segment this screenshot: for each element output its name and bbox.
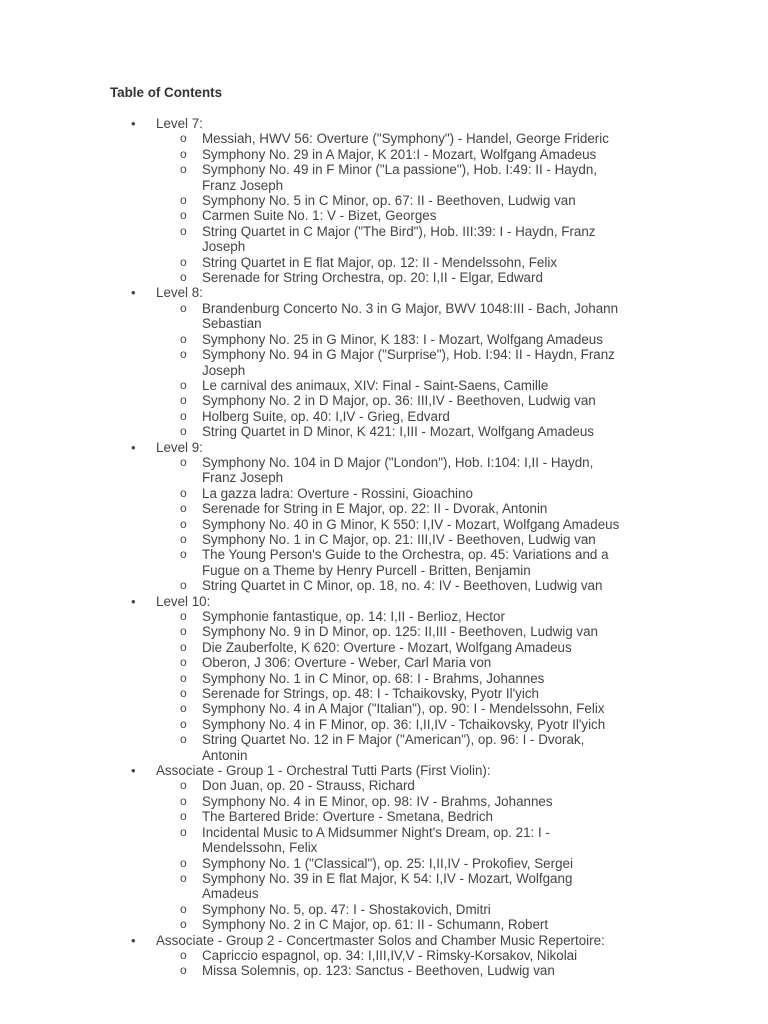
entry-text: The Bartered Bride: Overture - Smetana, Bedrich	[202, 809, 494, 825]
toc-entry	[156, 778, 622, 793]
entry-text: Symphonie fantastique, op. 14: I,II - Berlioz, Hector	[202, 609, 505, 624]
circle-marker: o	[180, 947, 187, 962]
circle-marker: o	[180, 901, 187, 916]
circle-marker: o	[180, 624, 187, 639]
toc-entry	[156, 871, 622, 902]
toc-entry	[156, 624, 622, 639]
section-items	[156, 455, 768, 594]
entry-text: Capriccio espagnol, op. 34: I,III,IV,V - Rimsky-Korsakov, Nikolai	[202, 947, 578, 963]
toc-entry	[156, 701, 622, 716]
toc-entry	[156, 856, 622, 871]
circle-marker: o	[180, 670, 187, 685]
section-heading: Level 8:	[156, 285, 203, 301]
section-heading: Level 10:	[156, 593, 211, 609]
circle-marker: o	[180, 686, 187, 701]
circle-marker: o	[180, 855, 187, 870]
entry-text: The Young Person's Guide to the Orchestra, op. 45: Variations and a Fugue on a Theme by Henry Purcell - Britten, Benjamin	[202, 547, 609, 578]
toc-entry	[156, 224, 622, 255]
entry-text: Holberg Suite, op. 40: I,IV - Grieg, Edvard	[202, 408, 450, 424]
bullet-marker: •	[131, 593, 136, 609]
circle-marker: o	[180, 146, 187, 161]
bullet-marker: •	[131, 116, 136, 131]
circle-marker: o	[180, 162, 187, 177]
entry-text: La gazza ladra: Overture - Rossini, Gioachino	[202, 485, 473, 501]
entry-text: Symphony No. 1 in C Major, op. 21: III,IV - Beethoven, Ludwig van	[202, 531, 596, 547]
circle-marker: o	[180, 809, 187, 824]
entry-text: Serenade for Strings, op. 48: I - Tchaikovsky, Pyotr Il'yich	[202, 686, 539, 702]
entry-text: Oberon, J 306: Overture - Weber, Carl Maria von	[202, 655, 492, 671]
entry-text: Symphony No. 5 in C Minor, op. 67: II - Beethoven, Ludwig van	[202, 193, 576, 209]
section-items	[156, 778, 768, 932]
circle-marker: o	[180, 377, 187, 392]
bullet-marker: •	[131, 932, 136, 948]
section-items	[156, 301, 768, 440]
toc-list	[0, 116, 768, 979]
toc-entry	[156, 609, 622, 624]
entry-text: Brandenburg Concerto No. 3 in G Major, BWV 1048:III - Bach, Johann Sebastian	[202, 300, 619, 332]
circle-marker: o	[180, 778, 187, 793]
toc-entry	[156, 131, 622, 146]
toc-entry	[156, 347, 622, 378]
circle-marker: o	[180, 716, 187, 731]
entry-text: Don Juan, op. 20 - Strauss, Richard	[202, 778, 415, 794]
bullet-marker: •	[131, 285, 136, 301]
circle-marker: o	[180, 917, 187, 932]
entry-text: Symphony No. 9 in D Minor, op. 125: II,III - Beethoven, Ludwig van	[202, 624, 598, 640]
entry-text: String Quartet in D Minor, K 421: I,III - Mozart, Wolfgang Amadeus	[202, 424, 594, 440]
entry-text: Symphony No. 2 in D Major, op. 36: III,IV - Beethoven, Ludwig van	[202, 393, 596, 409]
toc-entry	[156, 270, 622, 285]
entry-text: Symphony No. 4 in F Minor, op. 36: I,II,IV - Tchaikovsky, Pyotr Il'yich	[202, 716, 606, 732]
toc-entry	[156, 686, 622, 701]
entry-text: Symphony No. 2 in C Major, op. 61: II - Schumann, Robert	[202, 917, 549, 933]
entry-text: Symphony No. 39 in E flat Major, K 54: I,IV - Mozart, Wolfgang Amadeus	[202, 870, 573, 902]
entry-text: Symphony No. 4 in E Minor, op. 98: IV - Brahms, Johannes	[202, 793, 553, 809]
entry-text: Symphony No. 5, op. 47: I - Shostakovich, Dmitri	[202, 901, 491, 917]
toc-entry	[156, 378, 622, 393]
toc-section	[0, 285, 768, 439]
entry-text: Symphony No. 94 in G Major ("Surprise"), Hob. I:94: II - Haydn, Franz Joseph	[202, 347, 615, 378]
toc-section	[0, 933, 768, 979]
entry-text: Symphony No. 29 in A Major, K 201:I - Mozart, Wolfgang Amadeus	[202, 146, 597, 162]
toc-entry	[156, 301, 622, 332]
toc-entry	[156, 517, 622, 532]
circle-marker: o	[180, 793, 187, 808]
toc-entry	[156, 547, 622, 578]
entry-text: String Quartet in E flat Major, op. 12: II - Mendelssohn, Felix	[202, 254, 558, 270]
toc-entry	[156, 393, 622, 408]
entry-text: String Quartet in C Minor, op. 18, no. 4: IV - Beethoven, Ludwig van	[202, 578, 603, 594]
section-heading: Level 7:	[156, 116, 203, 131]
circle-marker: o	[180, 516, 187, 531]
circle-marker: o	[180, 501, 187, 516]
circle-marker: o	[180, 963, 187, 978]
toc-entry	[156, 640, 622, 655]
toc-section	[0, 763, 768, 932]
entry-text: Symphony No. 4 in A Major ("Italian"), op. 90: I - Mendelssohn, Felix	[202, 701, 605, 717]
toc-entry	[156, 424, 622, 439]
toc-entry	[156, 809, 622, 824]
circle-marker: o	[180, 254, 187, 269]
toc-entry	[156, 717, 622, 732]
circle-marker: o	[180, 347, 187, 362]
toc-entry	[156, 902, 622, 917]
entry-text: Symphony No. 25 in G Minor, K 183: I - Mozart, Wolfgang Amadeus	[202, 331, 603, 347]
entry-text: Symphony No. 1 in C Minor, op. 68: I - Brahms, Johannes	[202, 670, 545, 686]
toc-entry	[156, 655, 622, 670]
circle-marker: o	[180, 193, 187, 208]
circle-marker: o	[180, 531, 187, 546]
toc-entry	[156, 162, 622, 193]
circle-marker: o	[180, 393, 187, 408]
toc-entry	[156, 409, 622, 424]
circle-marker: o	[180, 701, 187, 716]
entry-text: Carmen Suite No. 1: V - Bizet, Georges	[202, 208, 437, 224]
entry-text: Serenade for String in E Major, op. 22: II - Dvorak, Antonin	[202, 501, 548, 517]
toc-entry	[156, 486, 622, 501]
section-items	[156, 609, 768, 763]
toc-entry	[156, 208, 622, 223]
entry-text: Le carnival des animaux, XIV: Final - Saint-Saens, Camille	[202, 377, 549, 393]
toc-entry	[156, 255, 622, 270]
circle-marker: o	[180, 655, 187, 670]
circle-marker: o	[180, 208, 187, 223]
entry-text: Serenade for String Orchestra, op. 20: I,II - Elgar, Edward	[202, 270, 543, 286]
toc-entry	[156, 532, 622, 547]
toc-section	[0, 440, 768, 594]
circle-marker: o	[180, 270, 187, 285]
section-items	[156, 131, 768, 285]
circle-marker: o	[180, 331, 187, 346]
toc-section	[0, 594, 768, 763]
toc-entry	[156, 193, 622, 208]
circle-marker: o	[180, 454, 187, 469]
circle-marker: o	[180, 547, 187, 562]
circle-marker: o	[180, 824, 187, 839]
entry-text: Symphony No. 1 ("Classical"), op. 25: I,II,IV - Prokofiev, Sergei	[202, 855, 573, 871]
toc-entry	[156, 671, 622, 686]
circle-marker: o	[180, 485, 187, 500]
toc-entry	[156, 948, 622, 963]
entry-text: Symphony No. 40 in G Minor, K 550: I,IV - Mozart, Wolfgang Amadeus	[202, 516, 620, 532]
circle-marker: o	[180, 408, 187, 423]
toc-entry	[156, 147, 622, 162]
section-heading: Associate - Group 2 - Concertmaster Solos and Chamber Music Repertoire:	[156, 932, 605, 948]
section-items	[156, 948, 768, 979]
circle-marker: o	[180, 424, 187, 439]
toc-entry	[156, 578, 622, 593]
entry-text: Symphony No. 49 in F Minor ("La passione"), Hob. I:49: II - Haydn, Franz Joseph	[202, 162, 598, 193]
circle-marker: o	[180, 578, 187, 593]
toc-entry	[156, 825, 622, 856]
toc-entry	[156, 332, 622, 347]
entry-text: String Quartet No. 12 in F Major ("American"), op. 96: I - Dvorak, Antonin	[202, 732, 585, 763]
circle-marker: o	[180, 609, 187, 623]
circle-marker: o	[180, 300, 187, 315]
circle-marker: o	[180, 131, 187, 146]
entry-text: Die Zauberfolte, K 620: Overture - Mozart, Wolfgang Amadeus	[202, 639, 572, 655]
toc-section	[0, 116, 768, 285]
entry-text: Symphony No. 104 in D Major ("London"), Hob. I:104: I,II - Haydn, Franz Joseph	[202, 454, 594, 486]
toc-entry	[156, 732, 622, 763]
entry-text: Messiah, HWV 56: Overture ("Symphony") - Handel, George Frideric	[202, 131, 609, 147]
bullet-marker: •	[131, 763, 136, 779]
section-heading: Level 9:	[156, 439, 203, 455]
entry-text: Missa Solemnis, op. 123: Sanctus - Beethoven, Ludwig van	[202, 963, 555, 979]
toc-entry	[156, 794, 622, 809]
circle-marker: o	[180, 870, 187, 885]
entry-text: String Quartet in C Major ("The Bird"), Hob. III:39: I - Haydn, Franz Joseph	[202, 223, 596, 255]
bullet-marker: •	[131, 439, 136, 455]
circle-marker: o	[180, 223, 187, 238]
circle-marker: o	[180, 639, 187, 654]
toc-entry	[156, 455, 622, 486]
entry-text: Incidental Music to A Midsummer Night's Dream, op. 21: I - Mendelssohn, Felix	[202, 824, 550, 856]
section-heading: Associate - Group 1 - Orchestral Tutti Parts (First Violin):	[156, 763, 491, 779]
circle-marker: o	[180, 732, 187, 747]
toc-entry	[156, 917, 622, 932]
toc-entry	[156, 501, 622, 516]
toc-title: Table of Contents	[110, 85, 223, 100]
toc-entry	[156, 963, 622, 978]
